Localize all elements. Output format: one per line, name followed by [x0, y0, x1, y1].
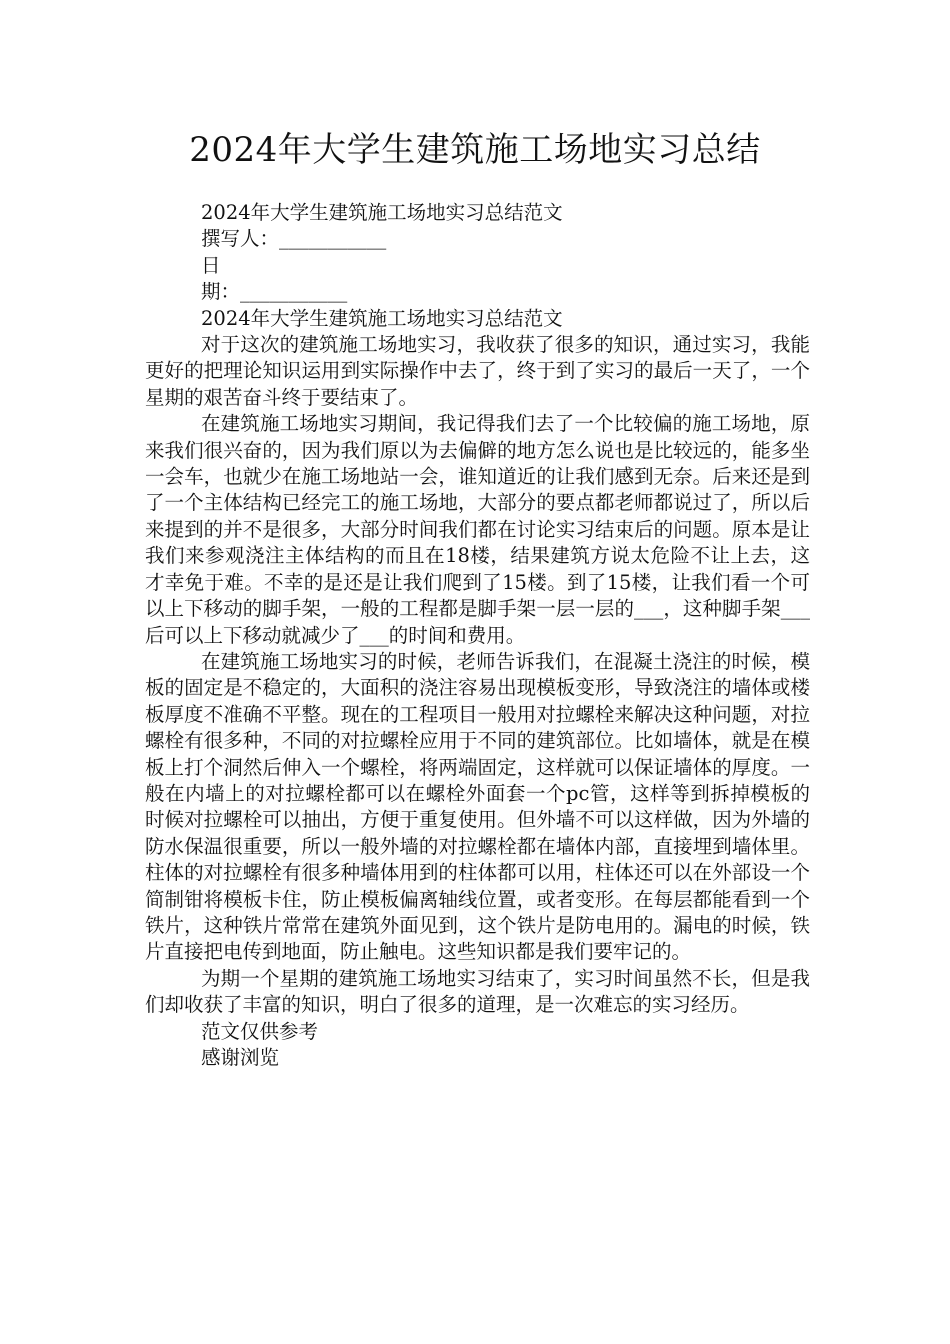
document-subtitle: 2024年大学生建筑施工场地实习总结范文 — [201, 201, 563, 224]
author-line: 撰写人：___________ — [201, 227, 387, 251]
document-title: 2024年大学生建筑施工场地实习总结 — [189, 130, 761, 170]
date-line-1: 日 — [201, 253, 221, 277]
footer-note: 范文仅供参考 — [201, 1019, 319, 1043]
paragraph-4: 为期一个星期的建筑施工场地实习结束了，实习时间虽然不长，但是我们却收获了丰富的知识，明白了很多的道理，是一次难忘的实习经历。 — [145, 966, 810, 1017]
paragraph-3: 在建筑施工场地实习的时候，老师告诉我们，在混凝土浇注的时候，模板的固定是不稳定的，大面积的浇注容易出现模板变形，导致浇注的墙体或楼板厚度不准确不平整。现在的工程项目一般用对拉螺栓来解决这种问题，对拉螺栓有很多种，不同的对拉螺栓应用于不同的建筑部位。比如墙体，就是在模板上打个洞然后伸入一个螺栓，将两端固定，这样就可以保证墙体的厚度。一般在内墙上的对拉螺栓都可以在螺栓外面套一个pc管，这样等到拆掉模板的时候对拉螺栓可以抽出，方便于重复使用。但外墙不可以这样做，因为外墙的防水保温很重要，所以一般外墙的对拉螺栓都在墙体内部，直接埋到墙体里。柱体的对拉螺栓有很多种墙体用到的柱体都可以用，柱体还可以在外部设一个简制钳将模板卡住，防止模板偏离轴线位置，或者变形。在每层都能看到一个铁片，这种铁片常常在建筑外面见到，这个铁片是防电用的。漏电的时候，铁片直接把电传到地面，防止触电。这些知识都是我们要牢记的。 — [145, 649, 810, 964]
section-heading: 2024年大学生建筑施工场地实习总结范文 — [201, 306, 563, 330]
footer-thanks: 感谢浏览 — [201, 1046, 280, 1069]
paragraph-1: 对于这次的建筑施工场地实习，我收获了很多的知识，通过实习，我能更好的把理论知识运用到实际操作中去了，终于到了实习的最后一天了，一个星期的艰苦奋斗终于要结束了。 — [145, 333, 810, 409]
date-line-2: 期：___________ — [201, 280, 348, 304]
paragraph-2: 在建筑施工场地实习期间，我记得我们去了一个比较偏的施工场地，原来我们很兴奋的，因为我们原以为去偏僻的地方怎么说也是比较远的，能多坐一会车，也就少在施工场地站一会，谁知道近的让我们感到无奈。后来还是到了一个主体结构已经完工的施工场地，大部分的要点都老师都说过了，所以后来提到的并不是很多，大部分时间我们都在讨论实习结束后的问题。原本是让我们来参观浇注主体结构的而且在18楼，结果建筑方说太危险不让上去，这才幸免于难。不幸的是还是让我们爬到了15楼。到了15楼，让我们看一个可以上下移动的脚手架，一般的工程都是脚手架一层一层的___，这种脚手架___后可以上下移动就减少了___的时间和费用。 — [145, 412, 810, 647]
document-body — [145, 200, 810, 1071]
